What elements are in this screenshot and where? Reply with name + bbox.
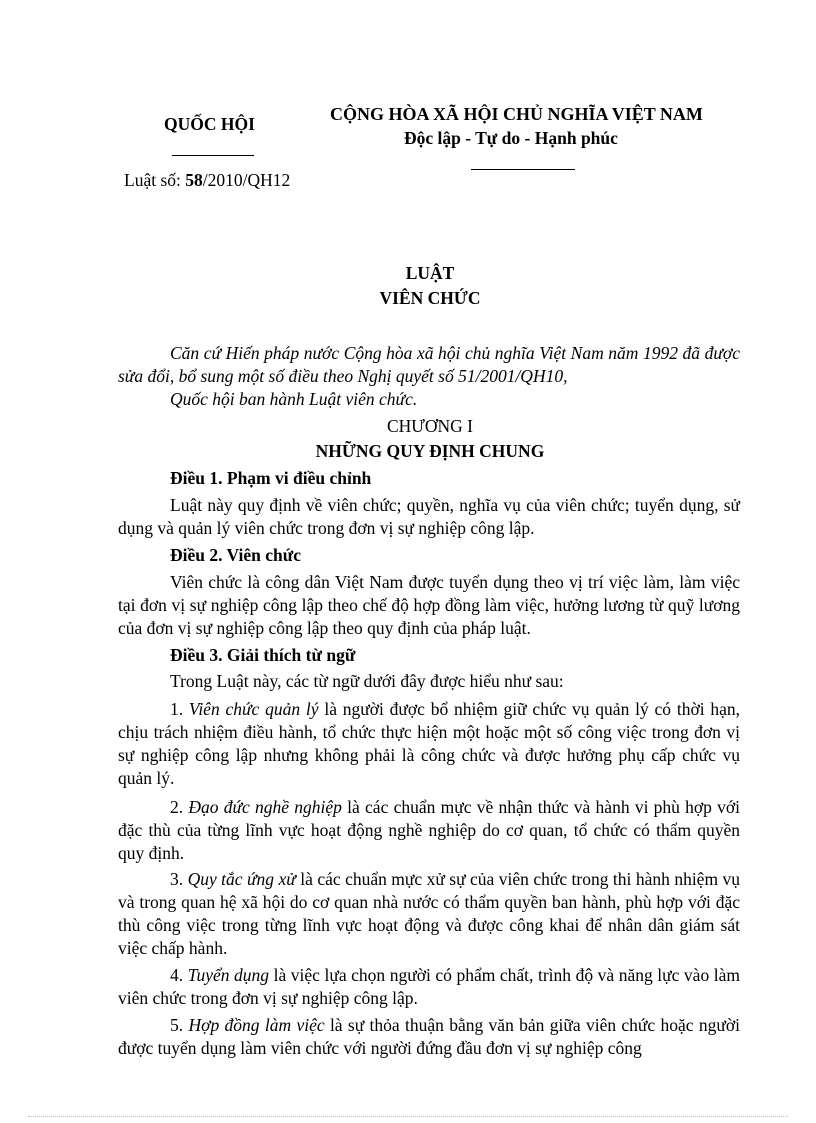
definition-text: là người được bổ nhiệm giữ chức vụ quản lý có thời hạn, chịu trách nhiệm điều hành, tổ chức thực hiện một hoặc một số công việc trong đơn vị sự nghiệp công lập nhưng không phải là công chức và được hưởng phụ cấp chức vụ quản lý. <box>118 699 740 788</box>
definition-number: 4. <box>170 965 188 985</box>
header-right-divider <box>471 169 575 170</box>
law-number-label: Luật số: <box>124 170 186 190</box>
preamble-enactment: Quốc hội ban hành Luật viên chức. <box>170 389 418 409</box>
article-3-title: Điều 3. Giải thích từ ngữ <box>170 645 356 665</box>
issuing-body: QUỐC HỘI <box>164 114 255 134</box>
definition-number: 2. <box>170 797 189 817</box>
page-bottom-divider <box>28 1116 788 1117</box>
definition-item-2 <box>118 796 740 865</box>
definition-term: Tuyển dụng <box>187 965 270 985</box>
definition-number: 3. <box>170 869 188 889</box>
definition-number: 1. <box>170 699 189 719</box>
chapter-number: CHƯƠNG I <box>386 416 473 436</box>
definition-text: là các chuẩn mực xử sự của viên chức trong thi hành nhiệm vụ và trong quan hệ xã hội do cơ quan nhà nước có thẩm quyền ban hành, phù hợp với đặc thù công việc trong từng lĩnh vực hoạt động và được công khai để nhân dân giám sát việc chấp hành. <box>118 869 741 958</box>
definition-term: Hợp đồng làm việc <box>188 1015 325 1035</box>
definition-number: 5. <box>170 1015 189 1035</box>
chapter-name: NHỮNG QUY ĐỊNH CHUNG <box>315 441 545 461</box>
article-2-title: Điều 2. Viên chức <box>170 545 302 565</box>
definition-item-1 <box>118 698 740 790</box>
article-1-text: Luật này quy định về viên chức; quyền, nghĩa vụ của viên chức; tuyển dụng, sử dụng và quản lý viên chức trong đơn vị sự nghiệp công lập. <box>118 495 740 538</box>
definition-item-3 <box>118 868 740 960</box>
definition-text: là việc lựa chọn người có phẩm chất, trình độ và năng lực vào làm viên chức trong đơn vị sự nghiệp công lập. <box>118 965 740 1008</box>
definition-text: là sự thỏa thuận bằng văn bản giữa viên chức hoặc người được tuyển dụng làm viên chức với người đứng đầu đơn vị sự nghiệp công <box>118 1015 740 1058</box>
law-number-value: 58 <box>185 170 203 190</box>
national-motto: Độc lập - Tự do - Hạnh phúc <box>404 128 618 148</box>
law-title-line2: VIÊN CHỨC <box>379 288 481 308</box>
definition-term: Quy tắc ứng xử <box>187 869 296 889</box>
definition-term: Viên chức quản lý <box>188 699 319 719</box>
law-title-line1: LUẬT <box>405 263 455 283</box>
preamble-basis: Căn cứ Hiến pháp nước Cộng hòa xã hội chủ nghĩa Việt Nam năm 1992 đã được sửa đổi, bổ sung một số điều theo Nghị quyết số 51/2001/QH10, <box>118 343 740 386</box>
definition-item-5 <box>118 1014 740 1060</box>
article-1-title: Điều 1. Phạm vi điều chỉnh <box>170 468 372 488</box>
law-number-suffix: /2010/QH12 <box>202 170 291 190</box>
article-3-intro: Trong Luật này, các từ ngữ dưới đây được hiểu như sau: <box>170 671 564 691</box>
article-2-text: Viên chức là công dân Việt Nam được tuyển dụng theo vị trí việc làm, làm việc tại đơn vị sự nghiệp công lập theo chế độ hợp đồng làm việc, hưởng lương từ quỹ lương của đơn vị sự nghiệp công lập theo quy định của pháp luật. <box>118 572 740 638</box>
header-left-divider <box>172 155 254 156</box>
law-number <box>124 170 290 191</box>
definition-text: là các chuẩn mực về nhận thức và hành vi phù hợp với đặc thù của từng lĩnh vực hoạt động nghề nghiệp do cơ quan, tổ chức có thẩm quyền quy định. <box>118 797 741 863</box>
definition-term: Đạo đức nghề nghiệp <box>188 797 342 817</box>
definition-item-4 <box>118 964 740 1010</box>
national-title: CỘNG HÒA XÃ HỘI CHỦ NGHĨA VIỆT NAM <box>330 104 703 124</box>
